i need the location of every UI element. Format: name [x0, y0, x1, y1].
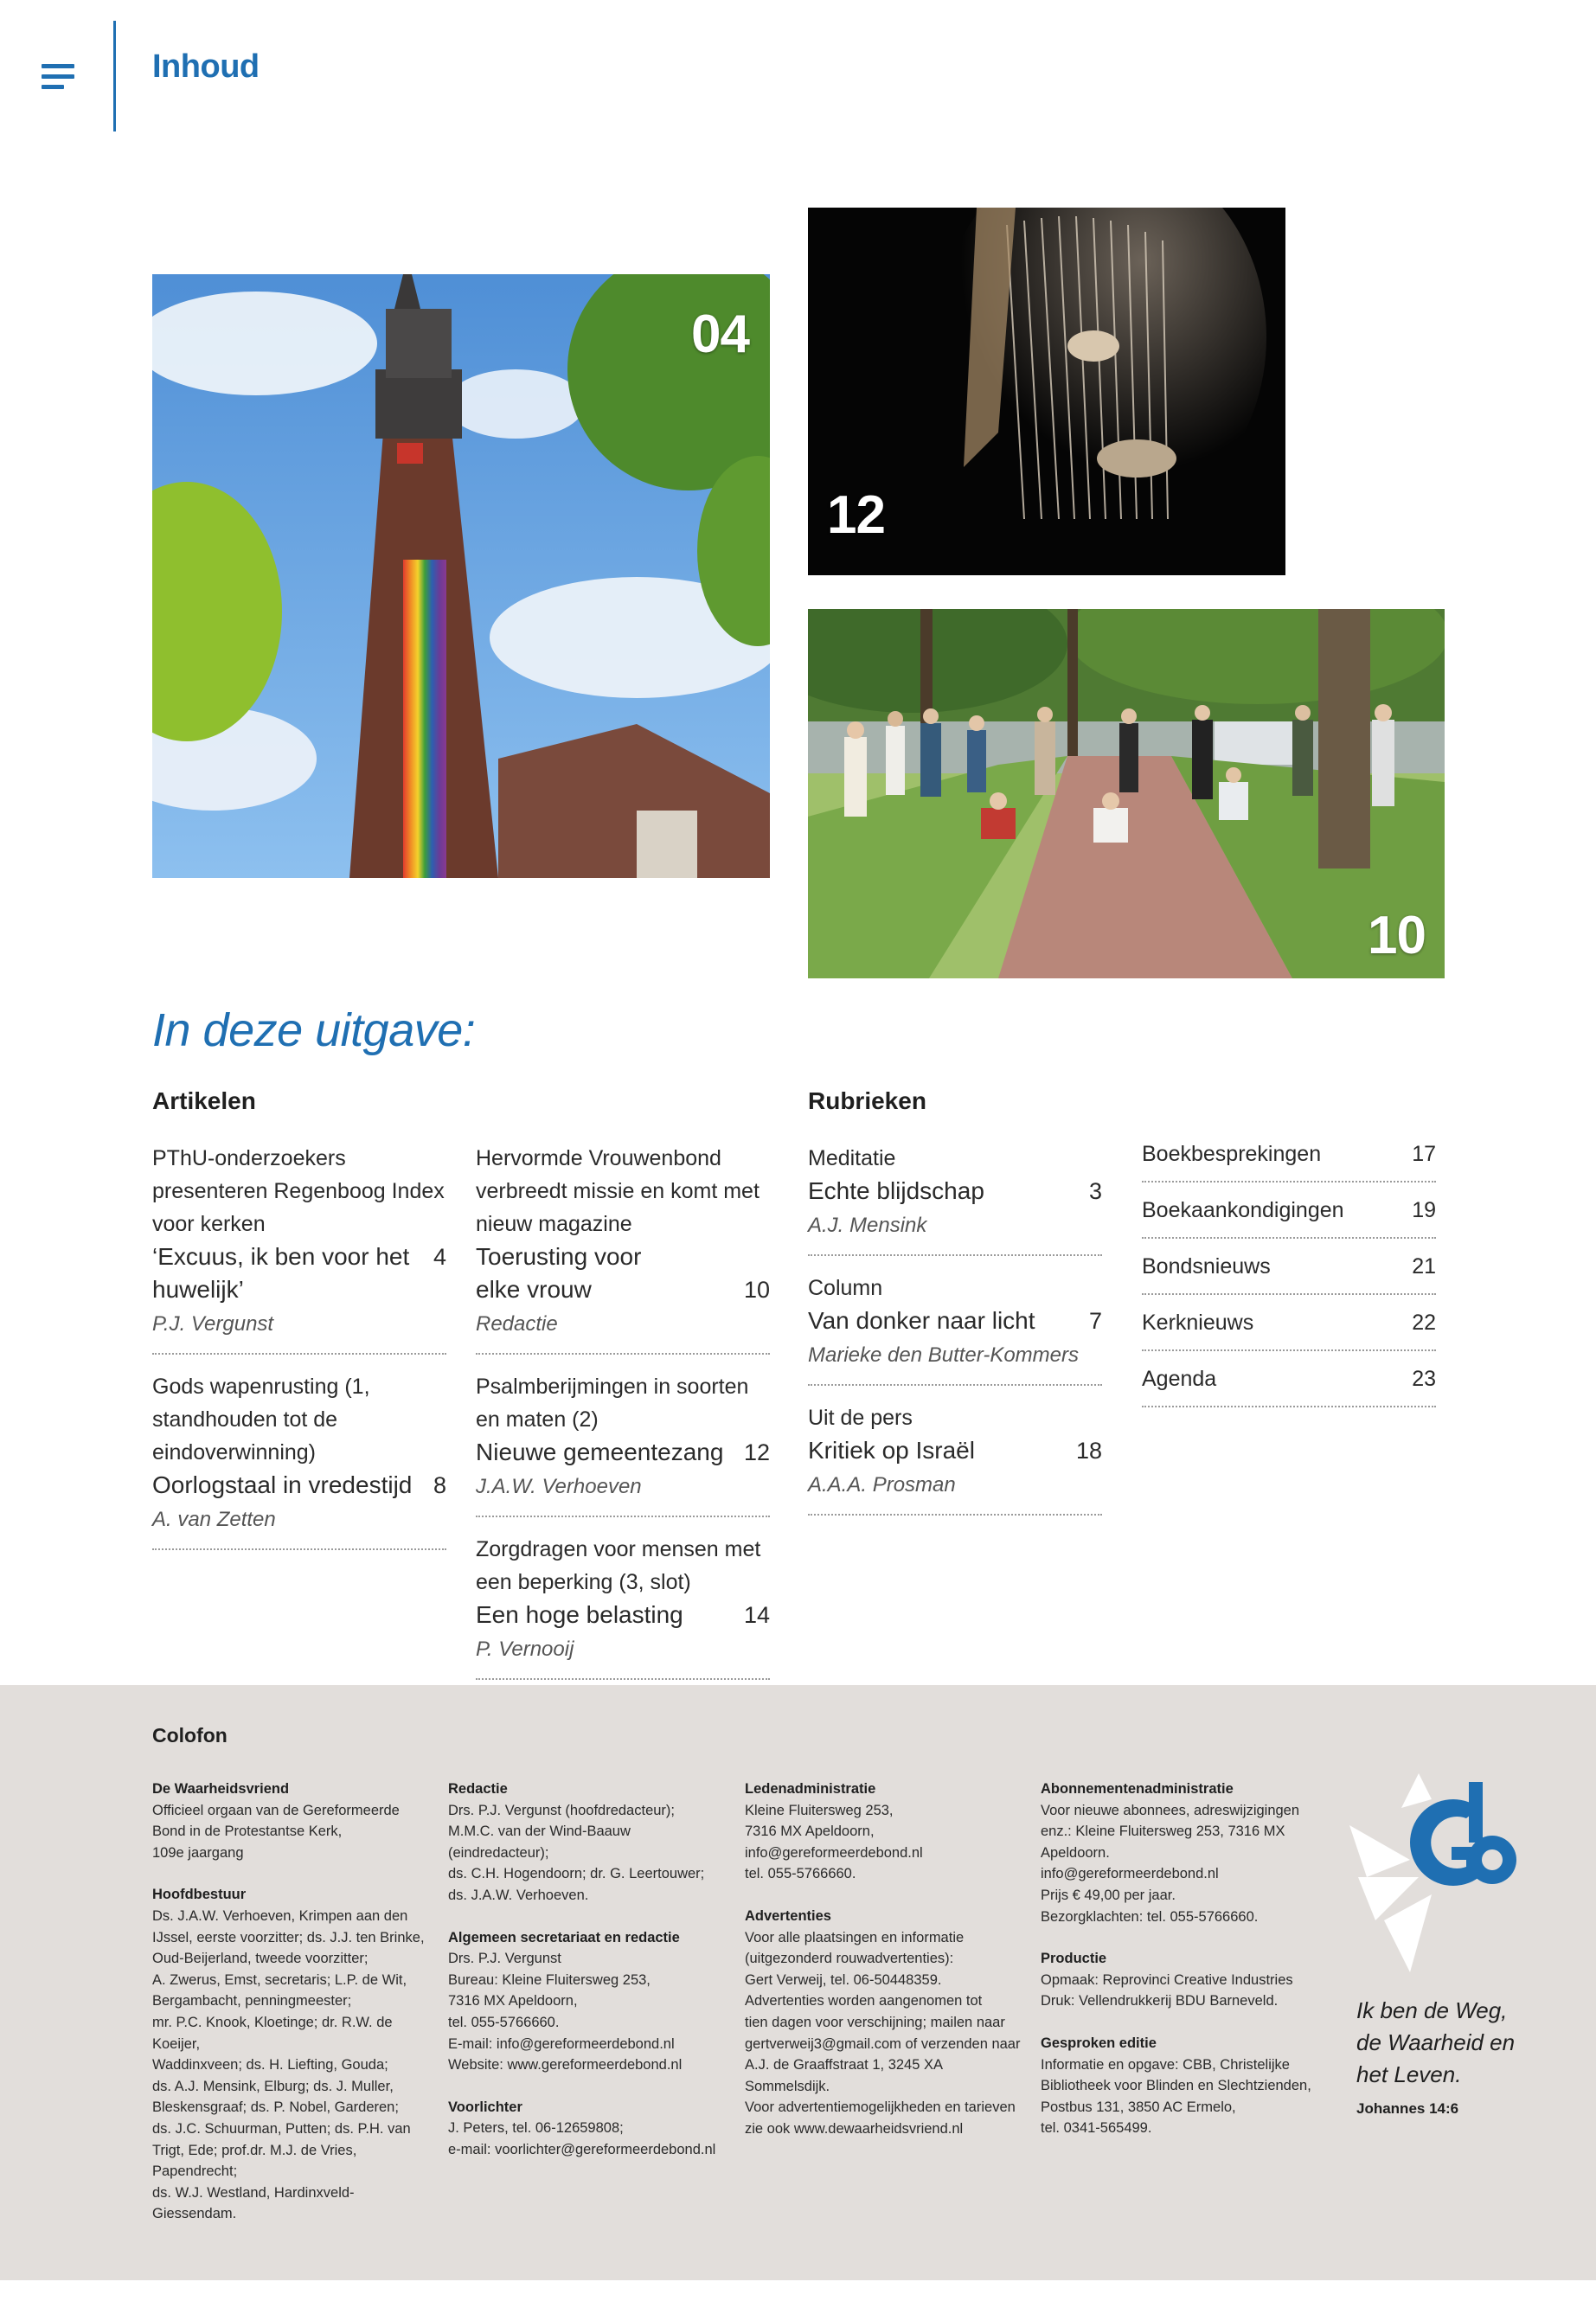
artikelen-column-1 [152, 1135, 446, 1559]
colofon-block-heading: Ledenadministratie [745, 1781, 876, 1797]
rubriek-label: Boekbesprekingen [1142, 1142, 1322, 1166]
toc-item-title: Oorlogstaal in vredestijd [152, 1471, 413, 1498]
toc-item-page: 7 [1088, 1308, 1102, 1334]
rubriek-page: 22 [1412, 1311, 1436, 1335]
colofon-line: Bibliotheek voor Blinden en Slechtzienden, [1041, 2078, 1311, 2094]
colofon-line: gertverweij3@gmail.com of verzenden naar [745, 2035, 1021, 2052]
colofon-line: zie ook www.dewaarheidsvriend.nl [745, 2120, 964, 2137]
colofon-line: info@gereformeerdebond.nl [1041, 1866, 1219, 1882]
colofon-line: Opmaak: Reprovinci Creative Industries [1041, 1971, 1293, 1988]
artikelen-column-2 [476, 1135, 770, 1689]
colofon-line: tel. 0341-565499. [1041, 2120, 1152, 2137]
colofon-line: tel. 055-5766660. [448, 2014, 560, 2030]
colofon-block-heading: De Waarheidsvriend [152, 1781, 290, 1797]
toc-item-author: A.J. Mensink [808, 1214, 927, 1237]
colofon-line: tien dagen voor verschijning; mailen naar [745, 2014, 1005, 2030]
colofon-block-heading: Algemeen secretariaat en redactie [448, 1929, 680, 1945]
colofon-block-heading: Voorlichter [448, 2099, 522, 2115]
colofon-line: Bond in de Protestantse Kerk, [152, 1823, 343, 1840]
colofon-line: info@gereformeerdebond.nl [745, 1844, 923, 1861]
toc-item-author: J.A.W. Verhoeven [476, 1475, 642, 1498]
colofon-line: Officieel orgaan van de Gereformeerde [152, 1802, 400, 1818]
colofon-block [745, 1779, 1022, 1885]
quote-line: het Leven. [1356, 2061, 1462, 2087]
colofon-block [745, 1906, 1022, 2140]
photo-number-10: 10 [1368, 906, 1426, 965]
colofon-block [152, 1779, 429, 1863]
colofon-line: Voor alle plaatsingen en informatie [745, 1929, 965, 1945]
colofon-line: Drs. P.J. Vergunst [448, 1951, 561, 1967]
colofon-line: Drs. P.J. Vergunst (hoofdredacteur); [448, 1802, 675, 1818]
colofon-column-1 [152, 1779, 429, 2246]
quote-reference: Johannes 14:6 [1356, 2100, 1459, 2117]
colofon-line: IJssel, eerste voorzitter; ds. J.J. ten Brinke, [152, 1929, 425, 1945]
colofon-column-3 [745, 1779, 1022, 2161]
header-divider [113, 21, 116, 131]
toc-item[interactable] [808, 1394, 1102, 1516]
toc-item-author: Redactie [476, 1312, 558, 1336]
colofon-line: A. Zwerus, Emst, secretaris; L.P. de Wit, [152, 1971, 407, 1988]
rubriek-page: 17 [1412, 1142, 1436, 1166]
toc-item-title: ‘Excuus, ik ben voor het huwelijk’ [152, 1243, 410, 1303]
toc-item-title: Van donker naar licht [808, 1307, 1035, 1334]
colofon-block-heading: Hoofdbestuur [152, 1887, 247, 1903]
rubriek-label: Kerknieuws [1142, 1311, 1254, 1335]
colofon-line: Trigt, Ede; prof.dr. M.J. de Vries, Papendrecht; [152, 2142, 357, 2180]
colofon-line: 7316 MX Apeldoorn, [448, 1993, 578, 2009]
colofon-line: mr. P.C. Knook, Kloetinge; dr. R.W. de Koeijer, [152, 2014, 393, 2052]
colofon-block [448, 2097, 725, 2161]
toc-item-lead: PThU-onderzoekers presenteren Regenboog Index voor kerken [152, 1146, 445, 1236]
colofon-line: ds. C.H. Hogendoorn; dr. G. Leertouwer; [448, 1866, 705, 1882]
toc-item[interactable] [476, 1363, 770, 1517]
rubriek-page: 21 [1412, 1254, 1436, 1279]
toc-item-lead: Psalmberijmingen in soorten en maten (2) [476, 1375, 749, 1432]
colofon-line: Bezorgklachten: tel. 055-5766660. [1041, 1908, 1259, 1925]
bible-quote [1356, 1995, 1515, 2091]
colofon-line: Informatie en opgave: CBB, Christelijke [1041, 2056, 1290, 2073]
colofon-line: Oud-Beijerland, tweede voorzitter; [152, 1951, 369, 1967]
toc-item-page: 18 [1075, 1438, 1102, 1464]
colofon-block [448, 1779, 725, 1907]
colofon-block [1041, 2033, 1317, 2139]
photo-number-04: 04 [691, 304, 749, 364]
colofon-line: J. Peters, tel. 06-12659808; [448, 2120, 624, 2137]
colofon-line: 7316 MX Apeldoorn, [745, 1823, 875, 1840]
rubrieken-column-1 [808, 1135, 1102, 1524]
toc-item-lead: Hervormde Vrouwenbond verbreedt missie en komt met nieuw magazine [476, 1146, 760, 1236]
toc-item-page: 8 [433, 1472, 446, 1498]
colofon-line: ds. J.A.W. Verhoeven. [448, 1887, 589, 1903]
colofon-line: enz.: Kleine Fluitersweg 253, 7316 MX [1041, 1823, 1285, 1840]
quote-line: Ik ben de Weg, [1356, 1997, 1508, 2023]
colofon-line: Gert Verweij, tel. 06-50448359. [745, 1971, 942, 1988]
menu-icon[interactable] [42, 64, 74, 90]
toc-item-lead: Meditatie [808, 1146, 896, 1170]
rubriek-label: Bondsnieuws [1142, 1254, 1271, 1279]
toc-item-page: 10 [743, 1277, 770, 1303]
colofon-line: E-mail: info@gereformeerdebond.nl [448, 2035, 675, 2052]
colofon-line: Bureau: Kleine Fluitersweg 253, [448, 1971, 651, 1988]
colofon-line: (uitgezonderd rouwadvertenties): [745, 1951, 954, 1967]
photo-number-12: 12 [827, 485, 885, 545]
colofon-line: ds. W.J. Westland, Hardinxveld-Giessendam. [152, 2184, 355, 2222]
colofon-block [1041, 1948, 1317, 2012]
toc-heading: In deze uitgave: [152, 1004, 476, 1056]
colofon-block-heading: Advertenties [745, 1907, 831, 1924]
toc-item-author: Marieke den Butter-Kommers [808, 1343, 1080, 1367]
toc-item-lead: Zorgdragen voor mensen met een beperking (3, slot) [476, 1537, 761, 1594]
photo-harp[interactable] [808, 208, 1285, 575]
rubriek-page: 23 [1412, 1367, 1436, 1391]
rubriek-item[interactable] [1142, 1135, 1436, 1183]
colofon-line: Ds. J.A.W. Verhoeven, Krimpen aan den [152, 1907, 408, 1924]
toc-item[interactable] [808, 1265, 1102, 1386]
colofon-block-heading: Productie [1041, 1951, 1107, 1967]
colofon-line: Website: www.gereformeerdebond.nl [448, 2057, 683, 2073]
rubriek-item[interactable] [1142, 1191, 1436, 1239]
colofon-line: Apeldoorn. [1041, 1844, 1110, 1861]
toc-item-title: Een hoge belasting [476, 1601, 683, 1628]
colofon-block [1041, 1779, 1317, 1927]
rubriek-label: Boekaankondigingen [1142, 1198, 1344, 1222]
colofon-line: ds. A.J. Mensink, Elburg; ds. J. Muller, [152, 2078, 394, 2094]
colofon-column-2 [448, 1779, 725, 2182]
toc-item-title: Echte blijdschap [808, 1177, 984, 1204]
gereformeerde-bond-logo [1349, 1773, 1522, 1981]
photo-group-women[interactable] [808, 609, 1445, 978]
toc-item-page: 3 [1088, 1178, 1102, 1204]
colofon-line: Bleskensgraaf; ds. P. Nobel, Garderen; [152, 2099, 399, 2116]
colofon-line: Druk: Vellendrukkerij BDU Barneveld. [1041, 1993, 1279, 2009]
rubriek-item[interactable] [1142, 1247, 1436, 1295]
colofon-block-heading: Abonnementenadministratie [1041, 1781, 1234, 1797]
toc-item-author: A. van Zetten [152, 1508, 276, 1531]
toc-item-lead: Column [808, 1276, 883, 1300]
colofon-line: M.M.C. van der Wind-Baauw (eindredacteur); [448, 1823, 631, 1861]
colofon-line: Advertenties worden aangenomen tot [745, 1993, 983, 2009]
colofon-title: Colofon [152, 1724, 228, 1747]
colofon-block-heading: Gesproken editie [1041, 2035, 1157, 2051]
colofon-line: Postbus 131, 3850 AC Ermelo, [1041, 2099, 1236, 2115]
rubriek-item[interactable] [1142, 1360, 1436, 1407]
colofon-line: e-mail: voorlichter@gereformeerdebond.nl [448, 2141, 716, 2157]
toc-item-author: A.A.A. Prosman [808, 1473, 956, 1497]
colofon-block-heading: Redactie [448, 1781, 508, 1797]
colofon-line: Waddinxveen; ds. H. Liefting, Gouda; [152, 2057, 388, 2073]
rubriek-label: Agenda [1142, 1367, 1217, 1391]
colofon-block [152, 1884, 429, 2225]
colofon-block [448, 1927, 725, 2076]
toc-item-author: P.J. Vergunst [152, 1312, 274, 1336]
photo-church-tower[interactable] [152, 274, 770, 878]
colofon-line: Voor advertentiemogelijkheden en tarieven [745, 2099, 1016, 2116]
rubriek-item[interactable] [1142, 1304, 1436, 1351]
colofon-line: Voor nieuwe abonnees, adreswijzigingen [1041, 1802, 1300, 1818]
quote-line: de Waarheid en [1356, 2029, 1516, 2055]
toc-item-author: P. Vernooij [476, 1638, 574, 1661]
toc-item-title: Kritiek op Israël [808, 1437, 975, 1464]
colofon-line: Prijs € 49,00 per jaar. [1041, 1887, 1176, 1903]
toc-item[interactable] [152, 1135, 446, 1355]
toc-item-page: 4 [433, 1244, 446, 1270]
rubriek-page: 19 [1412, 1198, 1436, 1222]
toc-item-title: Nieuwe gemeentezang [476, 1439, 724, 1465]
colofon-line: A.J. de Graaffstraat 1, 3245 XA Sommelsdijk. [745, 2057, 943, 2094]
rubrieken-column-2 [1142, 1135, 1436, 1416]
rubrieken-label: Rubrieken [808, 1087, 926, 1114]
colofon-line: 109e jaargang [152, 1844, 244, 1861]
toc-item[interactable] [152, 1363, 446, 1550]
page-title: Inhoud [152, 48, 260, 85]
colofon-line: ds. J.C. Schuurman, Putten; ds. P.H. van [152, 2120, 411, 2137]
toc-item[interactable] [476, 1526, 770, 1680]
colofon-column-4 [1041, 1779, 1317, 2160]
toc-item-lead: Uit de pers [808, 1406, 913, 1430]
toc-item[interactable] [476, 1135, 770, 1355]
colofon-line: tel. 055-5766660. [745, 1866, 856, 1882]
colofon-line: Bergambacht, penningmeester; [152, 1993, 352, 2009]
toc-item[interactable] [808, 1135, 1102, 1256]
toc-item-lead: Gods wapenrusting (1, standhouden tot de eindoverwinning) [152, 1375, 370, 1465]
colofon-line: Kleine Fluitersweg 253, [745, 1802, 894, 1818]
toc-item-page: 12 [743, 1439, 770, 1465]
artikelen-label: Artikelen [152, 1087, 256, 1114]
toc-item-title: Toerusting voor elke vrouw [476, 1243, 642, 1303]
toc-item-page: 14 [743, 1602, 770, 1628]
